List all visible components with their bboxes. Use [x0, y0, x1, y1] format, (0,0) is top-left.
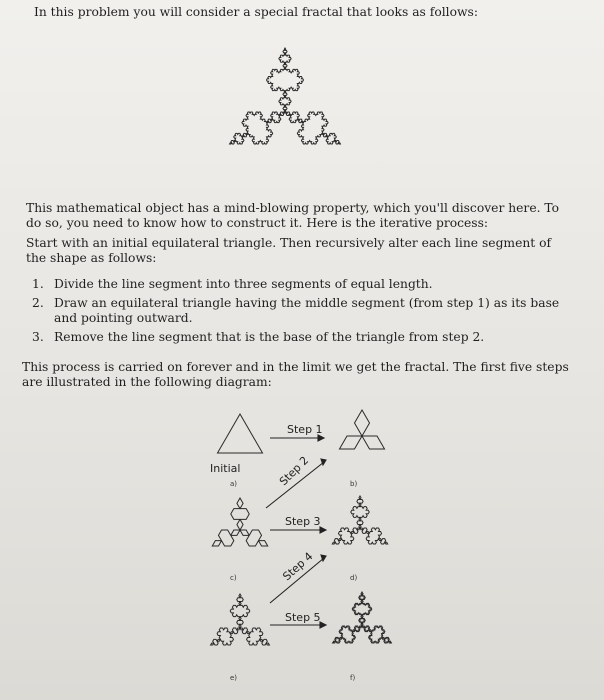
step3-arrowhead	[320, 527, 326, 533]
koch-snowflake-main	[230, 48, 341, 144]
step3-shape	[332, 496, 387, 544]
subfigure-label: d)	[350, 574, 358, 582]
step3-label: Step 3	[285, 515, 321, 528]
koch-curve-path	[333, 592, 392, 643]
construction-diagram	[190, 400, 420, 690]
step-text: Divide the line segment into three segments of equal length.	[54, 277, 433, 291]
step-number: 1.	[32, 277, 44, 291]
step-number: 2.	[32, 296, 44, 310]
conclusion-text: This process is carried on forever and in the limit we get the fractal. The first five steps are illustrated in the following diagram:	[22, 360, 569, 389]
step4-label: Step 4	[280, 549, 316, 584]
step-number: 3.	[32, 330, 44, 344]
subfigure-label: f)	[350, 674, 356, 682]
step2-label: Step 2	[276, 453, 312, 489]
koch-curve-path	[217, 414, 262, 453]
koch-curve-path	[211, 594, 270, 645]
koch-curve-path	[230, 48, 341, 144]
step4-shape	[211, 594, 270, 645]
list-item	[32, 296, 568, 326]
initial-triangle	[217, 414, 262, 453]
subfigure-label: c)	[230, 574, 237, 582]
step5-shape	[333, 592, 392, 643]
step1-label: Step 1	[287, 423, 323, 436]
subfigure-label: a)	[230, 480, 238, 488]
step-text: Draw an equilateral triangle having the middle segment (from step 1) as its base and pointing outward.	[54, 296, 560, 325]
step1-star	[339, 410, 384, 449]
description-text: This mathematical object has a mind-blowing property, which you'll discover here. To do so, you need to know how to construct it. Here is the iterative process:	[26, 201, 560, 230]
koch-curve-path	[212, 498, 267, 546]
subfigure-label: e)	[230, 674, 238, 682]
start-text: Start with an initial equilateral triangle. Then recursively alter each line segment of the shape as follows:	[26, 236, 552, 265]
step2-shape	[212, 498, 267, 546]
step-text: Remove the line segment that is the base of the triangle from step 2.	[54, 330, 485, 344]
initial-label: Initial	[210, 462, 241, 475]
step5-label: Step 5	[285, 611, 321, 624]
step5-arrowhead	[320, 622, 326, 628]
koch-curve-path	[332, 496, 387, 544]
koch-curve-path	[339, 410, 384, 449]
intro-text: In this problem you will consider a special fractal that looks as follows:	[34, 5, 478, 19]
fractal-figure	[200, 38, 370, 176]
list-item	[32, 330, 568, 345]
steps-list	[32, 277, 568, 349]
list-item	[32, 277, 568, 292]
subfigure-label: b)	[350, 480, 358, 488]
